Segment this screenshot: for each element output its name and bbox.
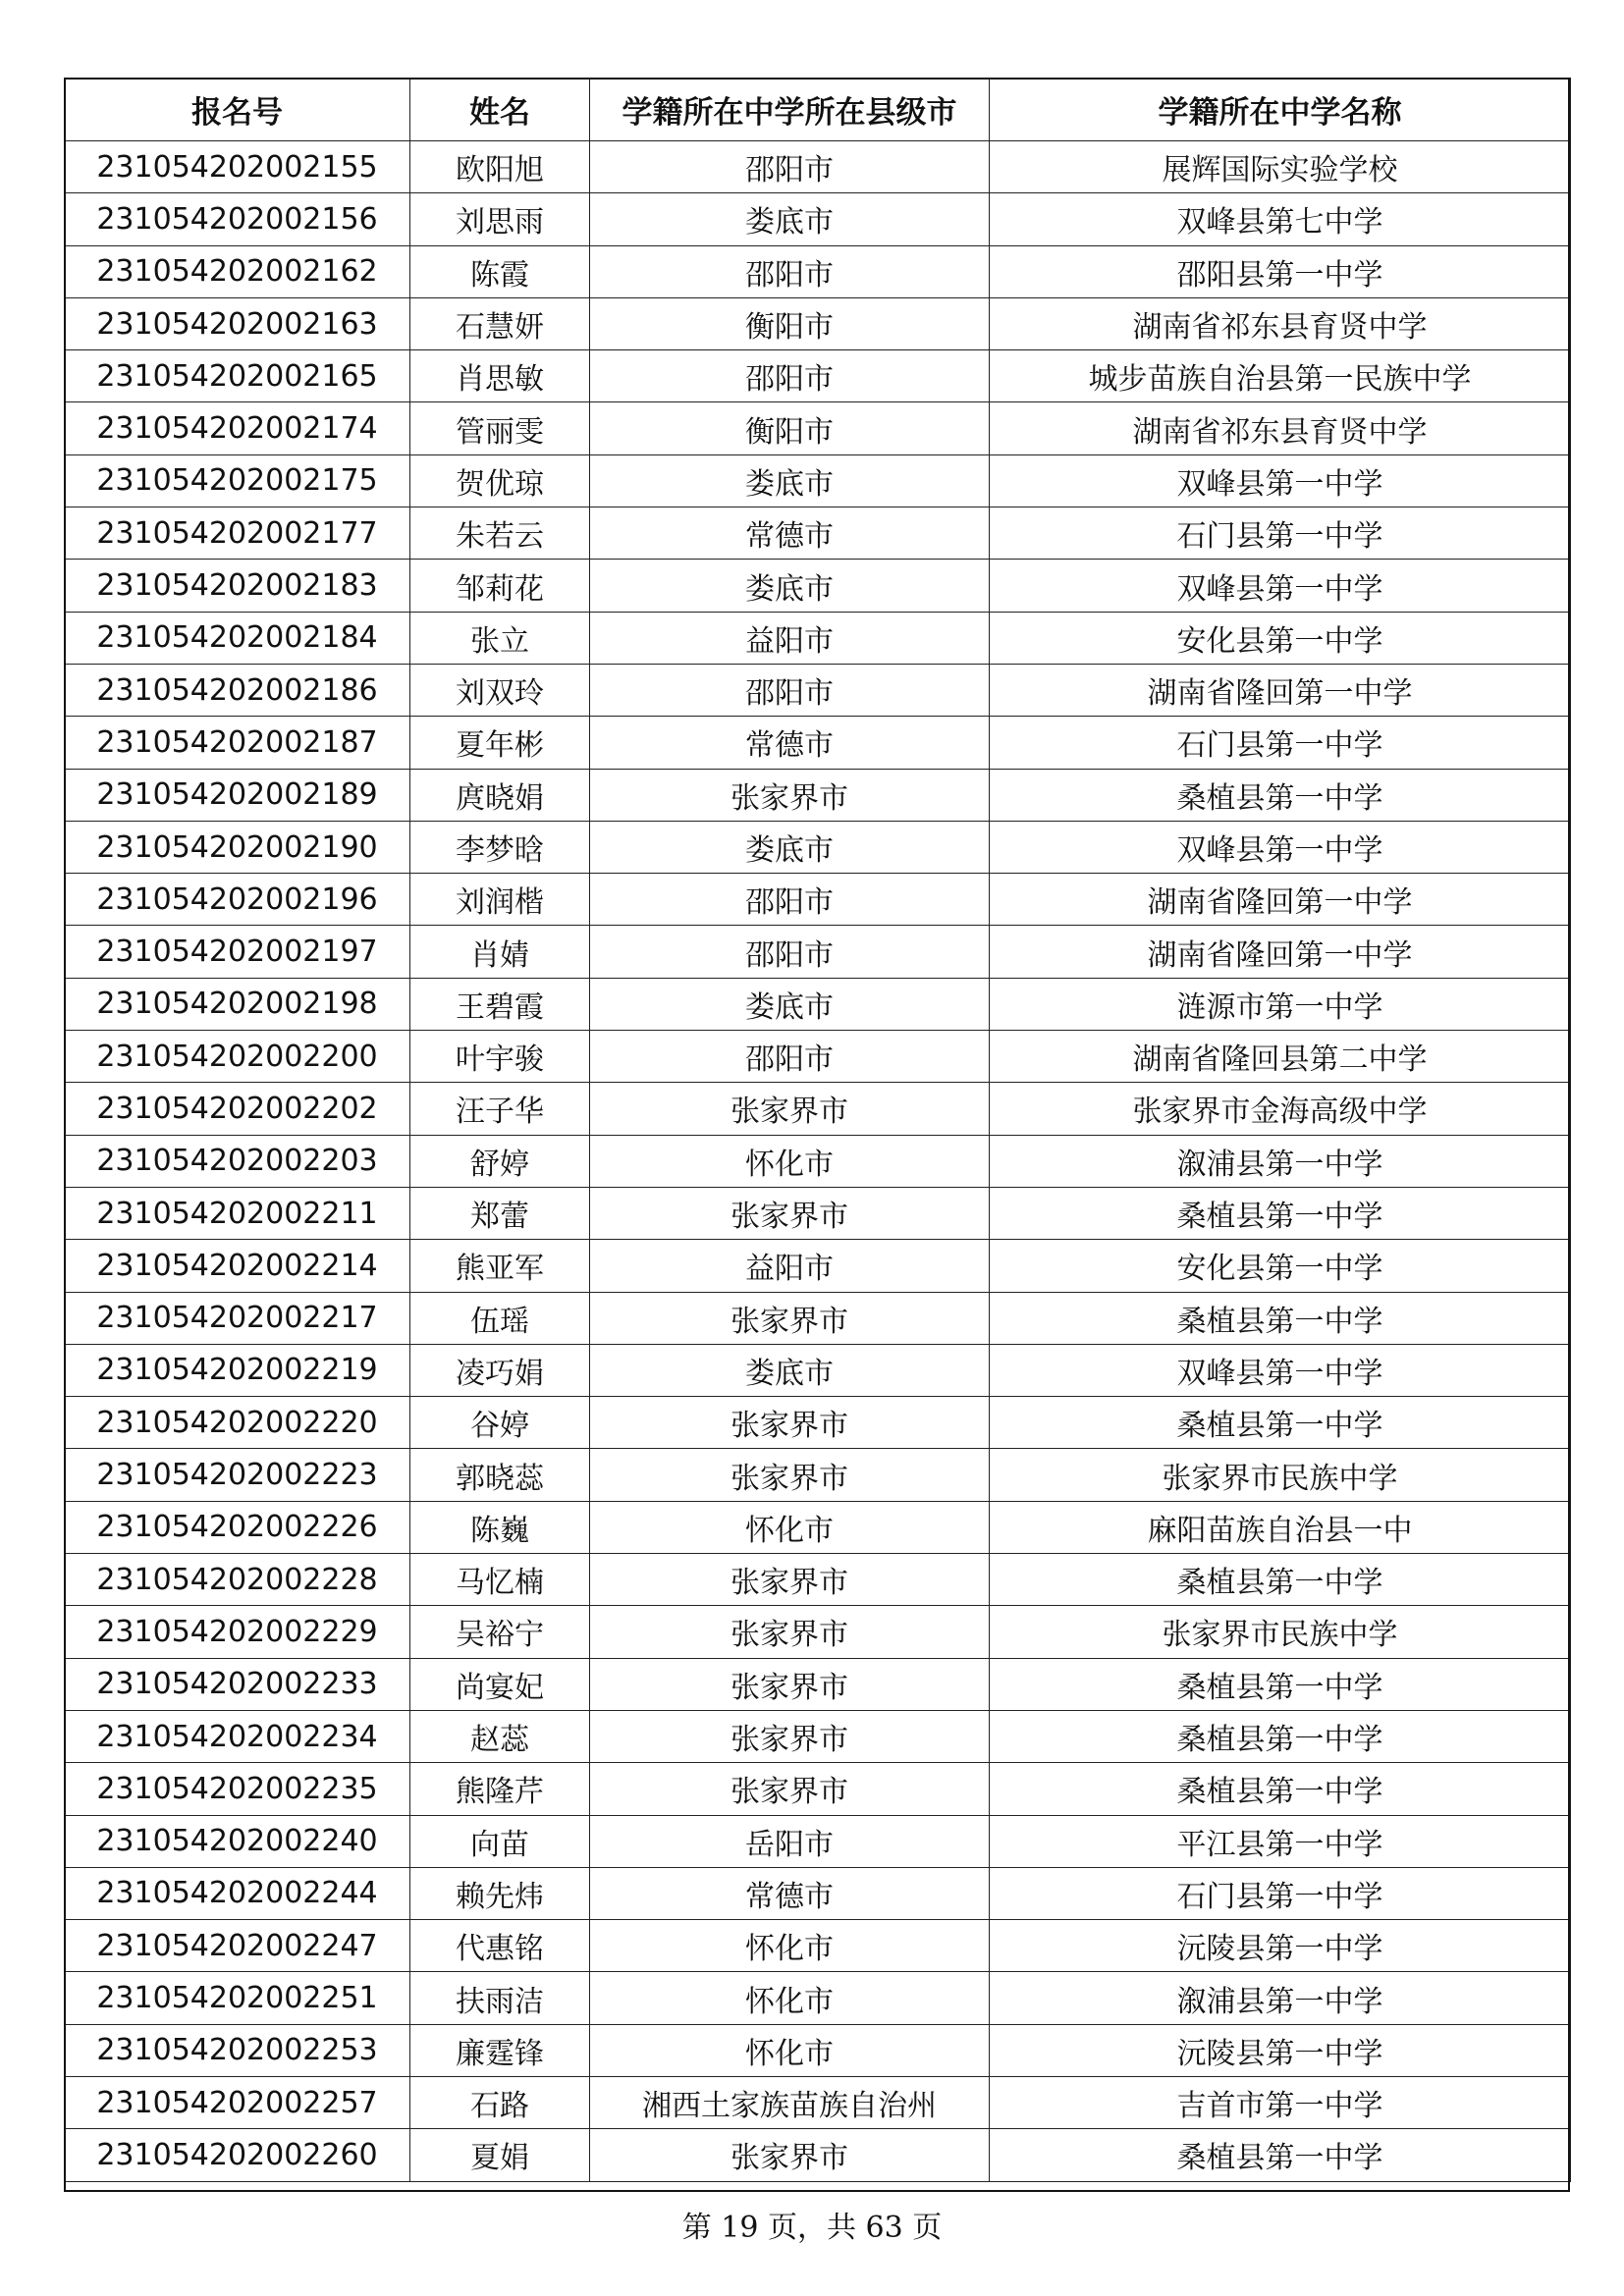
- cell-city: 娄底市: [590, 560, 990, 612]
- table-row: [65, 1292, 1571, 1344]
- cell-registration-number: 231054202002244: [65, 1867, 410, 1919]
- cell-city: 衡阳市: [590, 297, 990, 349]
- header-name: 姓名: [410, 79, 590, 141]
- table-row: [65, 1397, 1571, 1449]
- cell-name: 夏年彬: [410, 717, 590, 769]
- table-row: [65, 245, 1571, 297]
- cell-registration-number: 231054202002162: [65, 245, 410, 297]
- cell-school: 桑植县第一中学: [990, 1658, 1571, 1710]
- cell-school: 桑植县第一中学: [990, 1710, 1571, 1762]
- cell-registration-number: 231054202002229: [65, 1606, 410, 1658]
- header-row: [65, 79, 1571, 141]
- cell-school: 安化县第一中学: [990, 1240, 1571, 1292]
- cell-city: 益阳市: [590, 1240, 990, 1292]
- cell-registration-number: 231054202002251: [65, 1972, 410, 2024]
- cell-school: 湖南省隆回第一中学: [990, 926, 1571, 978]
- cell-city: 张家界市: [590, 1554, 990, 1606]
- cell-name: 扶雨洁: [410, 1972, 590, 2024]
- cell-school: 双峰县第一中学: [990, 821, 1571, 873]
- cell-school: 平江县第一中学: [990, 1815, 1571, 1867]
- cell-city: 娄底市: [590, 193, 990, 245]
- table-row: [65, 1763, 1571, 1815]
- cell-name: 熊隆芹: [410, 1763, 590, 1815]
- cell-registration-number: 231054202002165: [65, 350, 410, 402]
- table-row: [65, 1031, 1571, 1083]
- cell-registration-number: 231054202002211: [65, 1187, 410, 1239]
- cell-registration-number: 231054202002233: [65, 1658, 410, 1710]
- cell-registration-number: 231054202002197: [65, 926, 410, 978]
- cell-registration-number: 231054202002203: [65, 1135, 410, 1187]
- cell-name: 石路: [410, 2076, 590, 2128]
- cell-school: 湖南省隆回第一中学: [990, 874, 1571, 926]
- cell-school: 双峰县第七中学: [990, 193, 1571, 245]
- cell-city: 张家界市: [590, 769, 990, 821]
- cell-name: 郭晓蕊: [410, 1449, 590, 1501]
- cell-registration-number: 231054202002187: [65, 717, 410, 769]
- cell-name: 邹莉花: [410, 560, 590, 612]
- cell-city: 张家界市: [590, 1397, 990, 1449]
- cell-registration-number: 231054202002198: [65, 978, 410, 1030]
- cell-city: 邵阳市: [590, 245, 990, 297]
- cell-name: 舒婷: [410, 1135, 590, 1187]
- table-row: [65, 1344, 1571, 1396]
- cell-school: 桑植县第一中学: [990, 1187, 1571, 1239]
- cell-school: 双峰县第一中学: [990, 1344, 1571, 1396]
- cell-city: 常德市: [590, 507, 990, 560]
- table-row: [65, 1135, 1571, 1187]
- cell-registration-number: 231054202002260: [65, 2129, 410, 2181]
- cell-registration-number: 231054202002226: [65, 1501, 410, 1553]
- cell-school: 石门县第一中学: [990, 1867, 1571, 1919]
- table-row: [65, 1554, 1571, 1606]
- cell-registration-number: 231054202002253: [65, 2024, 410, 2076]
- cell-registration-number: 231054202002247: [65, 1920, 410, 1972]
- cell-name: 陈霞: [410, 245, 590, 297]
- page-footer: 第 19 页，共 63 页: [681, 2211, 943, 2245]
- cell-school: 城步苗族自治县第一民族中学: [990, 350, 1571, 402]
- cell-city: 张家界市: [590, 1606, 990, 1658]
- cell-name: 谷婷: [410, 1397, 590, 1449]
- cell-registration-number: 231054202002155: [65, 141, 410, 193]
- cell-school: 石门县第一中学: [990, 507, 1571, 560]
- cell-registration-number: 231054202002234: [65, 1710, 410, 1762]
- cell-school: 吉首市第一中学: [990, 2076, 1571, 2128]
- cell-city: 怀化市: [590, 1972, 990, 2024]
- cell-school: 溆浦县第一中学: [990, 1135, 1571, 1187]
- cell-name: 夏娟: [410, 2129, 590, 2181]
- cell-name: 廉霆锋: [410, 2024, 590, 2076]
- cell-registration-number: 231054202002240: [65, 1815, 410, 1867]
- table-row: [65, 821, 1571, 873]
- cell-name: 汪子华: [410, 1083, 590, 1135]
- cell-name: 贺优琼: [410, 454, 590, 507]
- cell-name: 熊亚军: [410, 1240, 590, 1292]
- table-row: [65, 1606, 1571, 1658]
- table-row: [65, 2024, 1571, 2076]
- cell-city: 邵阳市: [590, 1031, 990, 1083]
- cell-school: 湖南省祁东县育贤中学: [990, 297, 1571, 349]
- cell-registration-number: 231054202002186: [65, 664, 410, 716]
- cell-school: 安化县第一中学: [990, 612, 1571, 664]
- cell-school: 双峰县第一中学: [990, 560, 1571, 612]
- cell-registration-number: 231054202002183: [65, 560, 410, 612]
- table-row: [65, 402, 1571, 454]
- cell-name: 向苗: [410, 1815, 590, 1867]
- cell-city: 张家界市: [590, 1187, 990, 1239]
- table-row: [65, 350, 1571, 402]
- table-row: [65, 297, 1571, 349]
- cell-city: 张家界市: [590, 1449, 990, 1501]
- cell-school: 桑植县第一中学: [990, 1554, 1571, 1606]
- cell-name: 刘润楷: [410, 874, 590, 926]
- table-row: [65, 193, 1571, 245]
- cell-school: 张家界市民族中学: [990, 1606, 1571, 1658]
- table-row: [65, 2076, 1571, 2128]
- cell-registration-number: 231054202002175: [65, 454, 410, 507]
- cell-name: 王碧霞: [410, 978, 590, 1030]
- cell-name: 马忆楠: [410, 1554, 590, 1606]
- cell-city: 益阳市: [590, 612, 990, 664]
- cell-city: 衡阳市: [590, 402, 990, 454]
- cell-school: 桑植县第一中学: [990, 1292, 1571, 1344]
- table-row: [65, 2129, 1571, 2181]
- table-row: [65, 1710, 1571, 1762]
- cell-city: 常德市: [590, 1867, 990, 1919]
- cell-registration-number: 231054202002257: [65, 2076, 410, 2128]
- cell-name: 李梦晗: [410, 821, 590, 873]
- cell-registration-number: 231054202002156: [65, 193, 410, 245]
- cell-city: 邵阳市: [590, 664, 990, 716]
- table-row: [65, 1920, 1571, 1972]
- cell-city: 娄底市: [590, 454, 990, 507]
- cell-registration-number: 231054202002200: [65, 1031, 410, 1083]
- header-registration-number: 报名号: [65, 79, 410, 141]
- cell-registration-number: 231054202002202: [65, 1083, 410, 1135]
- cell-school: 沅陵县第一中学: [990, 1920, 1571, 1972]
- cell-registration-number: 231054202002220: [65, 1397, 410, 1449]
- cell-city: 邵阳市: [590, 141, 990, 193]
- cell-school: 邵阳县第一中学: [990, 245, 1571, 297]
- cell-city: 张家界市: [590, 1658, 990, 1710]
- cell-city: 怀化市: [590, 2024, 990, 2076]
- table-row: [65, 560, 1571, 612]
- table-row: [65, 769, 1571, 821]
- cell-city: 邵阳市: [590, 350, 990, 402]
- cell-name: 刘双玲: [410, 664, 590, 716]
- cell-city: 邵阳市: [590, 926, 990, 978]
- table-row: [65, 1083, 1571, 1135]
- cell-name: 凌巧娟: [410, 1344, 590, 1396]
- cell-city: 娄底市: [590, 821, 990, 873]
- cell-city: 张家界市: [590, 2129, 990, 2181]
- cell-school: 石门县第一中学: [990, 717, 1571, 769]
- cell-school: 麻阳苗族自治县一中: [990, 1501, 1571, 1553]
- cell-name: 代惠铭: [410, 1920, 590, 1972]
- cell-school: 双峰县第一中学: [990, 454, 1571, 507]
- table-row: [65, 141, 1571, 193]
- cell-name: 刘思雨: [410, 193, 590, 245]
- cell-name: 赖先炜: [410, 1867, 590, 1919]
- cell-school: 溆浦县第一中学: [990, 1972, 1571, 2024]
- table-row: [65, 612, 1571, 664]
- cell-registration-number: 231054202002235: [65, 1763, 410, 1815]
- cell-registration-number: 231054202002189: [65, 769, 410, 821]
- cell-name: 肖思敏: [410, 350, 590, 402]
- cell-name: 尚宴妃: [410, 1658, 590, 1710]
- cell-city: 娄底市: [590, 978, 990, 1030]
- table-row: [65, 1815, 1571, 1867]
- cell-city: 怀化市: [590, 1501, 990, 1553]
- table-row: [65, 926, 1571, 978]
- cell-registration-number: 231054202002223: [65, 1449, 410, 1501]
- cell-name: 张立: [410, 612, 590, 664]
- cell-registration-number: 231054202002184: [65, 612, 410, 664]
- table-row: [65, 1449, 1571, 1501]
- cell-name: 吴裕宁: [410, 1606, 590, 1658]
- table-row: [65, 664, 1571, 716]
- table-row: [65, 1187, 1571, 1239]
- table-row: [65, 1501, 1571, 1553]
- table-row: [65, 1972, 1571, 2024]
- cell-school: 沅陵县第一中学: [990, 2024, 1571, 2076]
- cell-city: 张家界市: [590, 1292, 990, 1344]
- cell-name: 欧阳旭: [410, 141, 590, 193]
- cell-name: 肖婧: [410, 926, 590, 978]
- cell-city: 张家界市: [590, 1710, 990, 1762]
- cell-city: 湘西土家族苗族自治州: [590, 2076, 990, 2128]
- cell-registration-number: 231054202002174: [65, 402, 410, 454]
- cell-registration-number: 231054202002196: [65, 874, 410, 926]
- table-row: [65, 717, 1571, 769]
- cell-school: 张家界市民族中学: [990, 1449, 1571, 1501]
- cell-registration-number: 231054202002217: [65, 1292, 410, 1344]
- table-body: [65, 141, 1571, 2182]
- table-row: [65, 1658, 1571, 1710]
- cell-city: 张家界市: [590, 1763, 990, 1815]
- cell-name: 郑蕾: [410, 1187, 590, 1239]
- cell-city: 张家界市: [590, 1083, 990, 1135]
- cell-school: 桑植县第一中学: [990, 769, 1571, 821]
- cell-school: 桑植县第一中学: [990, 1397, 1571, 1449]
- cell-name: 叶宇骏: [410, 1031, 590, 1083]
- student-table: [64, 78, 1571, 2182]
- cell-registration-number: 231054202002177: [65, 507, 410, 560]
- cell-registration-number: 231054202002219: [65, 1344, 410, 1396]
- cell-city: 娄底市: [590, 1344, 990, 1396]
- cell-school: 湖南省隆回县第二中学: [990, 1031, 1571, 1083]
- cell-school: 桑植县第一中学: [990, 2129, 1571, 2181]
- cell-registration-number: 231054202002228: [65, 1554, 410, 1606]
- cell-name: 陈巍: [410, 1501, 590, 1553]
- header-school: 学籍所在中学名称: [990, 79, 1571, 141]
- table-row: [65, 1240, 1571, 1292]
- cell-name: 石慧妍: [410, 297, 590, 349]
- cell-school: 涟源市第一中学: [990, 978, 1571, 1030]
- cell-name: 管丽雯: [410, 402, 590, 454]
- cell-school: 湖南省祁东县育贤中学: [990, 402, 1571, 454]
- table-row: [65, 507, 1571, 560]
- header-city: 学籍所在中学所在县级市: [590, 79, 990, 141]
- cell-city: 怀化市: [590, 1920, 990, 1972]
- cell-name: 伍瑶: [410, 1292, 590, 1344]
- cell-registration-number: 231054202002190: [65, 821, 410, 873]
- cell-name: 庹晓娟: [410, 769, 590, 821]
- cell-school: 张家界市金海高级中学: [990, 1083, 1571, 1135]
- cell-school: 湖南省隆回第一中学: [990, 664, 1571, 716]
- cell-name: 朱若云: [410, 507, 590, 560]
- cell-registration-number: 231054202002214: [65, 1240, 410, 1292]
- cell-city: 怀化市: [590, 1135, 990, 1187]
- cell-city: 常德市: [590, 717, 990, 769]
- cell-school: 展辉国际实验学校: [990, 141, 1571, 193]
- table-row: [65, 874, 1571, 926]
- cell-name: 赵蕊: [410, 1710, 590, 1762]
- cell-city: 邵阳市: [590, 874, 990, 926]
- table-row: [65, 1867, 1571, 1919]
- table-row: [65, 978, 1571, 1030]
- table-row: [65, 454, 1571, 507]
- cell-city: 岳阳市: [590, 1815, 990, 1867]
- cell-school: 桑植县第一中学: [990, 1763, 1571, 1815]
- cell-registration-number: 231054202002163: [65, 297, 410, 349]
